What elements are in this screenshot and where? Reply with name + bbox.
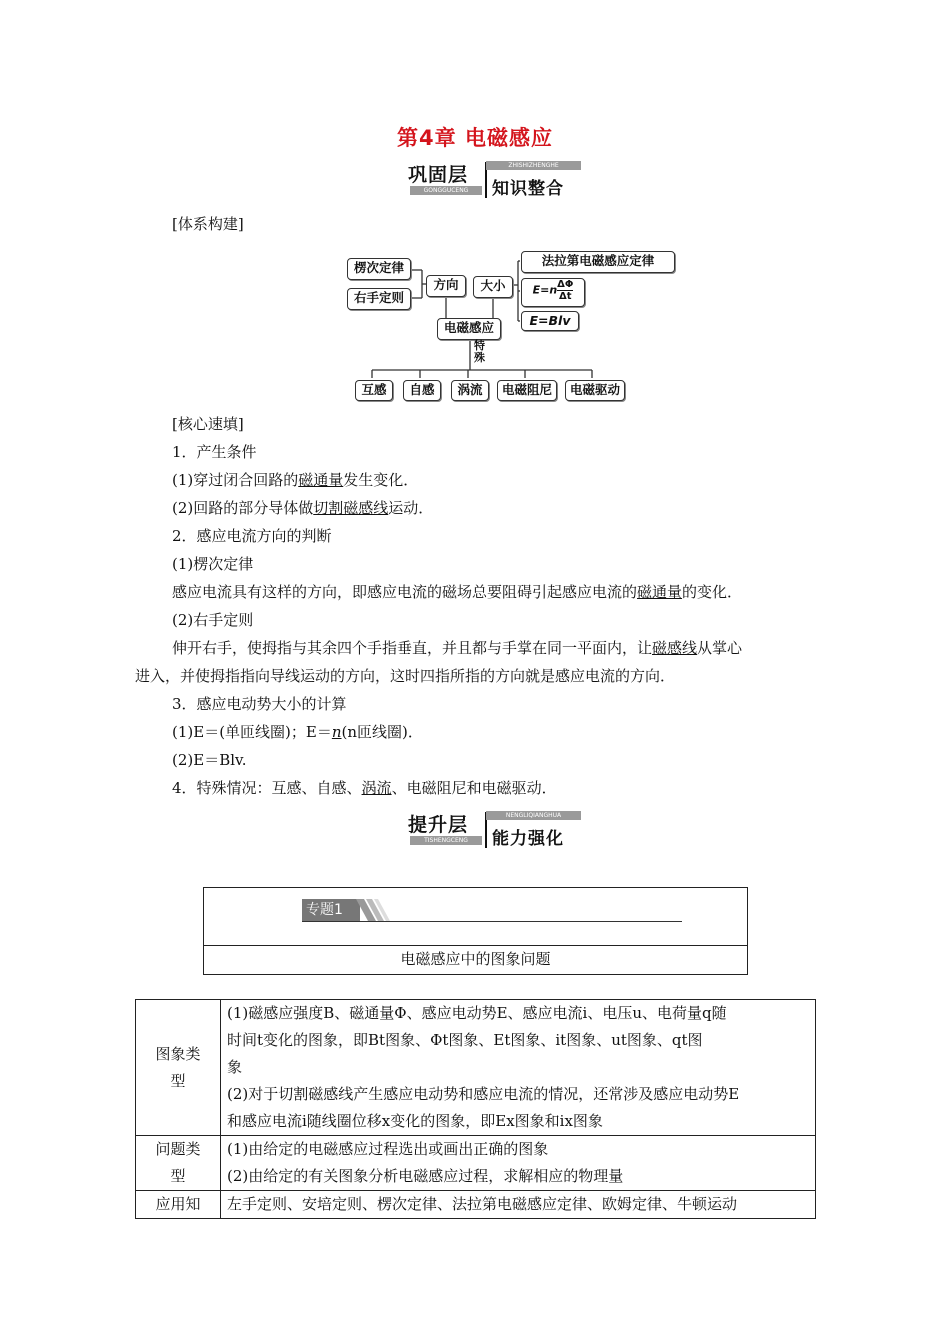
emf-fraction (557, 279, 573, 302)
text-line (172, 778, 557, 798)
blank-answer: 切割磁感线 (313, 499, 389, 517)
banner-sub-text: 能力强化 (492, 829, 564, 849)
cell-line: (1)由给定的电磁感应过程选出或画出正确的图象 (227, 1140, 549, 1158)
heading-emf-calc: 3．感应电动势大小的计算 (172, 695, 347, 713)
cell-line: 象 (227, 1058, 243, 1076)
blank-answer: 磁通量 (637, 583, 683, 601)
text-segment: 4．特殊情况：互感、自感、 (172, 779, 362, 797)
node-eddy-current: 涡流 (451, 380, 489, 401)
text-line (172, 498, 433, 518)
text-segment: (2)回路的部分导体做 (172, 499, 314, 517)
node-blv-formula: E=Blv (521, 311, 579, 331)
blank-answer: 涡流 (361, 779, 392, 797)
table-cell (221, 1191, 816, 1219)
text-segment: 伸开右手，使拇指与其余四个手指垂直，并且都与手掌在同一平面内，让 (172, 639, 653, 657)
banner-pinyin-left: GONGGUCENG (410, 186, 482, 195)
blank-answer: n (331, 723, 342, 741)
table-cell (221, 1136, 816, 1191)
cell-line: (2)由给定的有关图象分析电磁感应过程，求解相应的物理量 (227, 1167, 624, 1185)
blank-answer: 磁通量 (298, 471, 344, 489)
text-segment: 发生变化． (343, 471, 419, 489)
node-direction: 方向 (426, 275, 466, 297)
section-structure-label: [体系构建] (172, 215, 244, 233)
subheading-lenz: (1)楞次定律 (172, 555, 254, 573)
node-self-induction: 自感 (403, 380, 441, 401)
node-lenz-law: 楞次定律 (347, 258, 411, 280)
node-em-damping: 电磁阻尼 (497, 380, 557, 401)
node-faraday-law: 法拉第电磁感应定律 (521, 251, 675, 273)
table-row (136, 1000, 816, 1136)
blank-answer: 磁感线 (652, 639, 698, 657)
heading-direction: 2．感应电流方向的判断 (172, 527, 332, 545)
emf-formula-prefix: E=n (532, 283, 558, 297)
text-line (172, 638, 742, 658)
consolidation-banner (408, 160, 598, 200)
row-head-text: 图象类型 (155, 1044, 201, 1090)
text-line (172, 722, 423, 742)
cell-line: (1)磁感应强度B、磁通量Φ、感应电动势E、感应电流i、电压u、电荷量q随 (227, 1004, 727, 1022)
cell-line: 左手定则、安培定则、楞次定律、法拉第电磁感应定律、欧姆定律、牛顿运动 (227, 1195, 738, 1213)
special-label: 特殊 (474, 339, 485, 364)
node-emf-formula (521, 278, 585, 307)
knowledge-table (135, 999, 816, 1219)
banner-sub-text: 知识整合 (492, 179, 564, 199)
text-segment: 的变化． (682, 583, 743, 601)
table-head-cell (136, 1000, 221, 1136)
text-line (172, 470, 418, 490)
text-segment: (1)E＝(单匝线圈)；E＝ (172, 723, 332, 741)
node-em-drive: 电磁驱动 (565, 380, 625, 401)
banner-pinyin-right: ZHISHIZHENGHE (486, 161, 581, 170)
node-em-induction: 电磁感应 (437, 318, 501, 340)
text-segment: 感应电流具有这样的方向，即感应电流的磁场总要阻碍引起感应电流的 (172, 583, 638, 601)
text-segment: 从掌心 (697, 639, 743, 657)
topic-rule (302, 921, 682, 922)
row-head-text: 应用知 (155, 1195, 201, 1213)
table-row (136, 1191, 816, 1219)
node-magnitude: 大小 (473, 276, 513, 298)
emf-fraction-numerator: ΔΦ (557, 279, 574, 290)
table-head-cell (136, 1136, 221, 1191)
emf-fraction-denominator: Δt (559, 291, 572, 302)
table-cell (221, 1000, 816, 1136)
banner-pinyin-left: TISHENGCENG (410, 836, 482, 845)
cell-line: (2)对于切割磁感线产生感应电动势和感应电流的情况，还常涉及感应电动势E (227, 1085, 740, 1103)
table-row (136, 1136, 816, 1191)
topic-tag: 专题1 (302, 899, 360, 921)
chapter-title: 第4章 电磁感应 (397, 126, 553, 150)
table-head-cell (136, 1191, 221, 1219)
text-line (172, 582, 742, 602)
node-mutual-induction: 互感 (355, 380, 393, 401)
topic-box (203, 887, 748, 975)
text-line: (2)E＝Blv. (172, 751, 247, 769)
banner-main-text: 巩固层 (408, 164, 469, 186)
improvement-banner (408, 810, 598, 850)
topic-tag-stripes-icon (356, 899, 390, 921)
cell-line: 和感应电流i随线圈位移x变化的图象，即Ex图象和ix图象 (227, 1112, 603, 1130)
cell-line: 时间t变化的图象，即Bt图象、Φt图象、Et图象、it图象、ut图象、qt图 (227, 1031, 703, 1049)
subheading-right-hand: (2)右手定则 (172, 611, 254, 629)
text-segment: (1)穿过闭合回路的 (172, 471, 299, 489)
row-head-text: 问题类型 (155, 1140, 201, 1185)
banner-pinyin-right: NENGLIQIANGHUA (486, 811, 581, 820)
text-segment: (n匝线圈)． (341, 723, 423, 741)
text-line: 进入，并使拇指指向导线运动的方向，这时四指所指的方向就是感应电流的方向． (135, 667, 676, 685)
heading-generation-conditions: 1．产生条件 (172, 443, 257, 461)
text-segment: 运动． (388, 499, 434, 517)
text-segment: 、电磁阻尼和电磁驱动． (391, 779, 557, 797)
section-core-label: [核心速填] (172, 415, 244, 433)
node-right-hand-rule: 右手定则 (347, 288, 411, 310)
topic-name: 电磁感应中的图象问题 (400, 950, 551, 968)
banner-main-text: 提升层 (408, 814, 469, 836)
